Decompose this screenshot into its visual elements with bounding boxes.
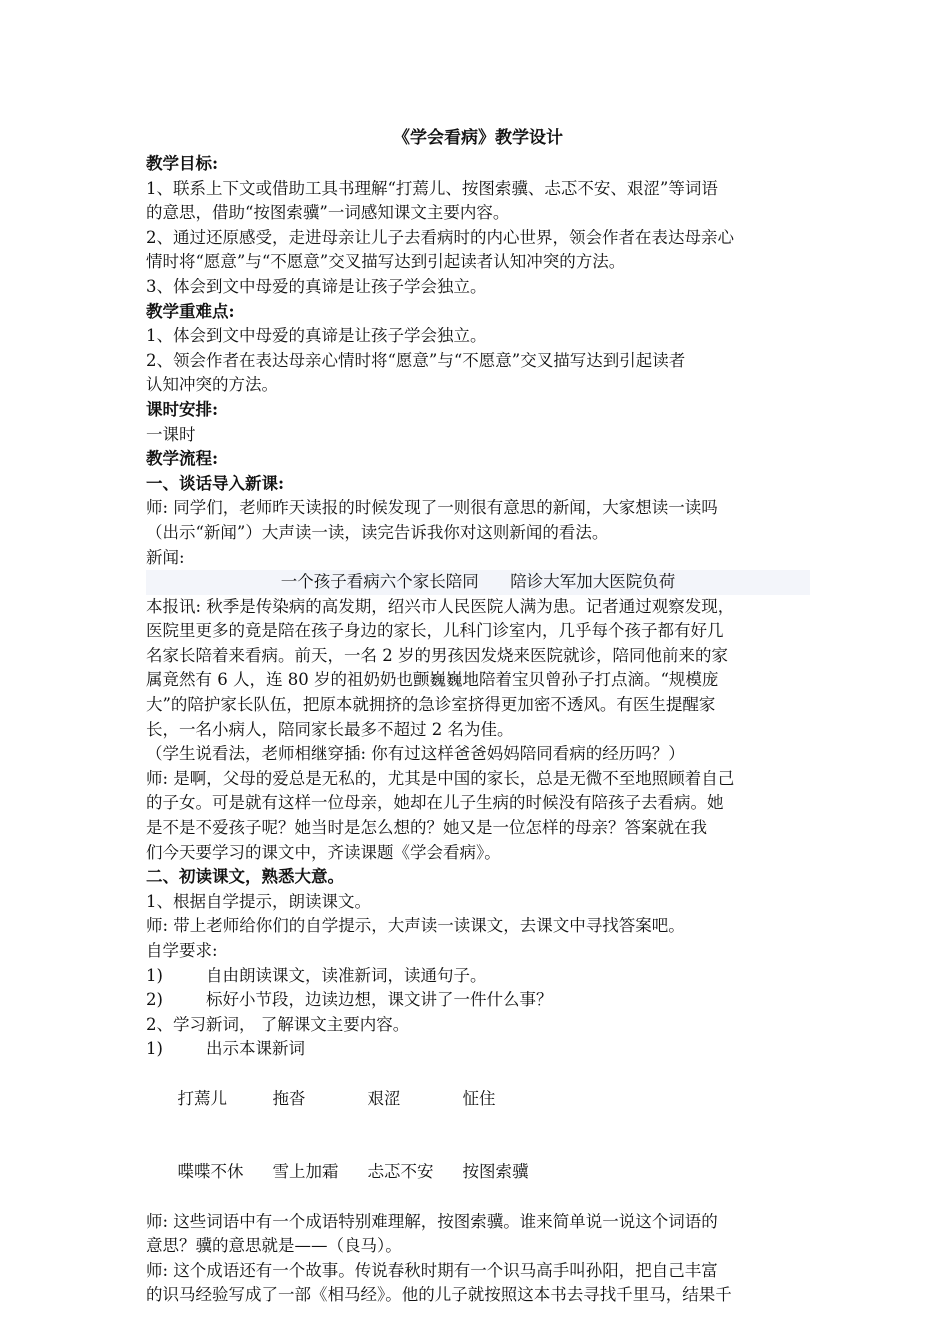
- vocab-word: 喋喋不休: [177, 1162, 244, 1182]
- teacher-paragraph: 师: 这些词语中有一个成语特别难理解，按图索骥。谁来简单说一说这个词语的: [146, 1211, 718, 1231]
- step-line: 2、学习新词， 了解课文主要内容。: [146, 1014, 410, 1034]
- teacher-paragraph: 师: 是啊，父母的爱总是无私的，尤其是中国的家长，总是无微不至地照顾着自己: [146, 768, 735, 788]
- news-body-line: 大”的陪护家长队伍，把原本就拥挤的急诊室挤得更加密不透风。有医生提醒家: [146, 695, 716, 715]
- requirement-number: 1): [146, 965, 163, 985]
- teacher-paragraph: （出示“新闻”）大声读一读，读完告诉我你对这则新闻的看法。: [146, 522, 609, 542]
- document-title: 《学会看病》教学设计: [393, 128, 563, 148]
- news-body-line: 属竟然有 6 人，连 80 岁的祖奶奶也颤巍巍地陪着宝贝曾孙子打点滴。“规模庞: [146, 670, 719, 690]
- key-points-line: 认知冲突的方法。: [146, 375, 278, 395]
- goals-line: 情时将“愿意”与“不愿意”交叉描写达到引起读者认知冲突的方法。: [146, 252, 626, 272]
- vocab-word: 艰涩: [367, 1088, 401, 1108]
- vocab-row: [146, 1062, 810, 1136]
- part2-heading: 二、初读课文，熟悉大意。: [146, 867, 344, 887]
- discussion-note: （学生说看法，老师相继穿插: 你有过这样爸爸妈妈陪同看病的经历吗？）: [146, 744, 685, 764]
- teacher-paragraph: 师: 同学们，老师昨天读报的时候发现了一则很有意思的新闻，大家想读一读吗: [146, 498, 718, 518]
- requirements-label: 自学要求:: [146, 941, 218, 960]
- vocab-word: 忐忑不安: [367, 1162, 434, 1182]
- sub-step-number: 1): [146, 1039, 163, 1059]
- requirement-item: [146, 964, 810, 989]
- teacher-paragraph: 们今天要学习的课文中，齐读课题《学会看病》。: [146, 842, 501, 862]
- requirement-item: [146, 988, 810, 1013]
- process-heading: 教学流程:: [146, 449, 219, 469]
- schedule-text: 一课时: [146, 424, 196, 444]
- schedule-heading: 课时安排:: [146, 399, 219, 419]
- teacher-paragraph: 的子女。可是就有这样一位母亲，她却在儿子生病的时候没有陪孩子去看病。她: [146, 793, 724, 813]
- requirement-text: 自由朗读课文，读准新词，读通句子。: [206, 965, 487, 985]
- teacher-paragraph: 师: 带上老师给你们的自学提示，大声读一读课文，去课文中寻找答案吧。: [146, 916, 685, 936]
- key-points-line: 1、体会到文中母爱的真谛是让孩子学会独立。: [146, 326, 487, 346]
- news-label: 新闻:: [146, 547, 185, 567]
- teacher-paragraph: 师: 这个成语还有一个故事。传说春秋时期有一个识马高手叫孙阳，把自己丰富: [146, 1260, 718, 1280]
- news-body-line: 名家长陪着来看病。前天，一名 2 岁的男孩因发烧来医院就诊，陪同他前来的家: [146, 645, 728, 665]
- key-points-heading: 教学重难点:: [146, 301, 235, 321]
- vocab-word: 拖沓: [272, 1088, 306, 1108]
- goals-line: 3、体会到文中母爱的真谛是让孩子学会独立。: [146, 276, 487, 296]
- requirement-number: 2): [146, 990, 163, 1010]
- news-body-line: 本报讯: 秋季是传染病的高发期，绍兴市人民医院人满为患。记者通过观察发现，: [146, 596, 735, 616]
- vocab-word: 雪上加霜: [272, 1162, 339, 1182]
- goals-line: 2、通过还原感受，走进母亲让儿子去看病时的内心世界，领会作者在表达母亲心: [146, 227, 734, 247]
- news-body-line: 长，一名小病人，陪同家长最多不超过 2 名为佳。: [146, 719, 514, 739]
- part1-heading: 一、谈话导入新课:: [146, 473, 285, 493]
- teacher-paragraph: 的识马经验写成了一部《相马经》。他的儿子就按照这本书去寻找千里马，结果千: [146, 1285, 732, 1305]
- goals-line: 1、联系上下文或借助工具书理解“打蔫儿、按图索骥、忐忑不安、艰涩”等词语: [146, 178, 718, 198]
- goals-heading: 教学目标:: [146, 154, 219, 173]
- vocab-word: 怔住: [462, 1088, 496, 1108]
- goals-line: 的意思，借助“按图索骥”一词感知课文主要内容。: [146, 203, 510, 223]
- vocab-row: [146, 1136, 810, 1210]
- teacher-paragraph: 是不是不爱孩子呢？她当时是怎么想的？她又是一位怎样的母亲？答案就在我: [146, 818, 707, 838]
- news-headline: 一个孩子看病六个家长陪同 陪诊大军加大医院负荷: [146, 570, 810, 595]
- requirement-text: 标好小节段，边读边想，课文讲了一件什么事？: [206, 990, 553, 1010]
- news-body-line: 医院里更多的竟是陪在孩子身边的家长，儿科门诊室内，几乎每个孩子都有好几: [146, 621, 724, 641]
- sub-step-item: [146, 1037, 810, 1062]
- key-points-line: 2、领会作者在表达母亲心情时将“愿意”与“不愿意”交叉描写达到引起读者: [146, 350, 686, 370]
- vocab-word: 按图索骥: [462, 1162, 529, 1182]
- vocab-word: 打蔫儿: [177, 1088, 227, 1108]
- teacher-paragraph: 意思？骥的意思就是——（良马）。: [146, 1236, 402, 1256]
- sub-step-text: 出示本课新词: [206, 1039, 305, 1059]
- step-line: 1、根据自学提示，朗读课文。: [146, 891, 371, 911]
- document-body: [146, 124, 810, 1308]
